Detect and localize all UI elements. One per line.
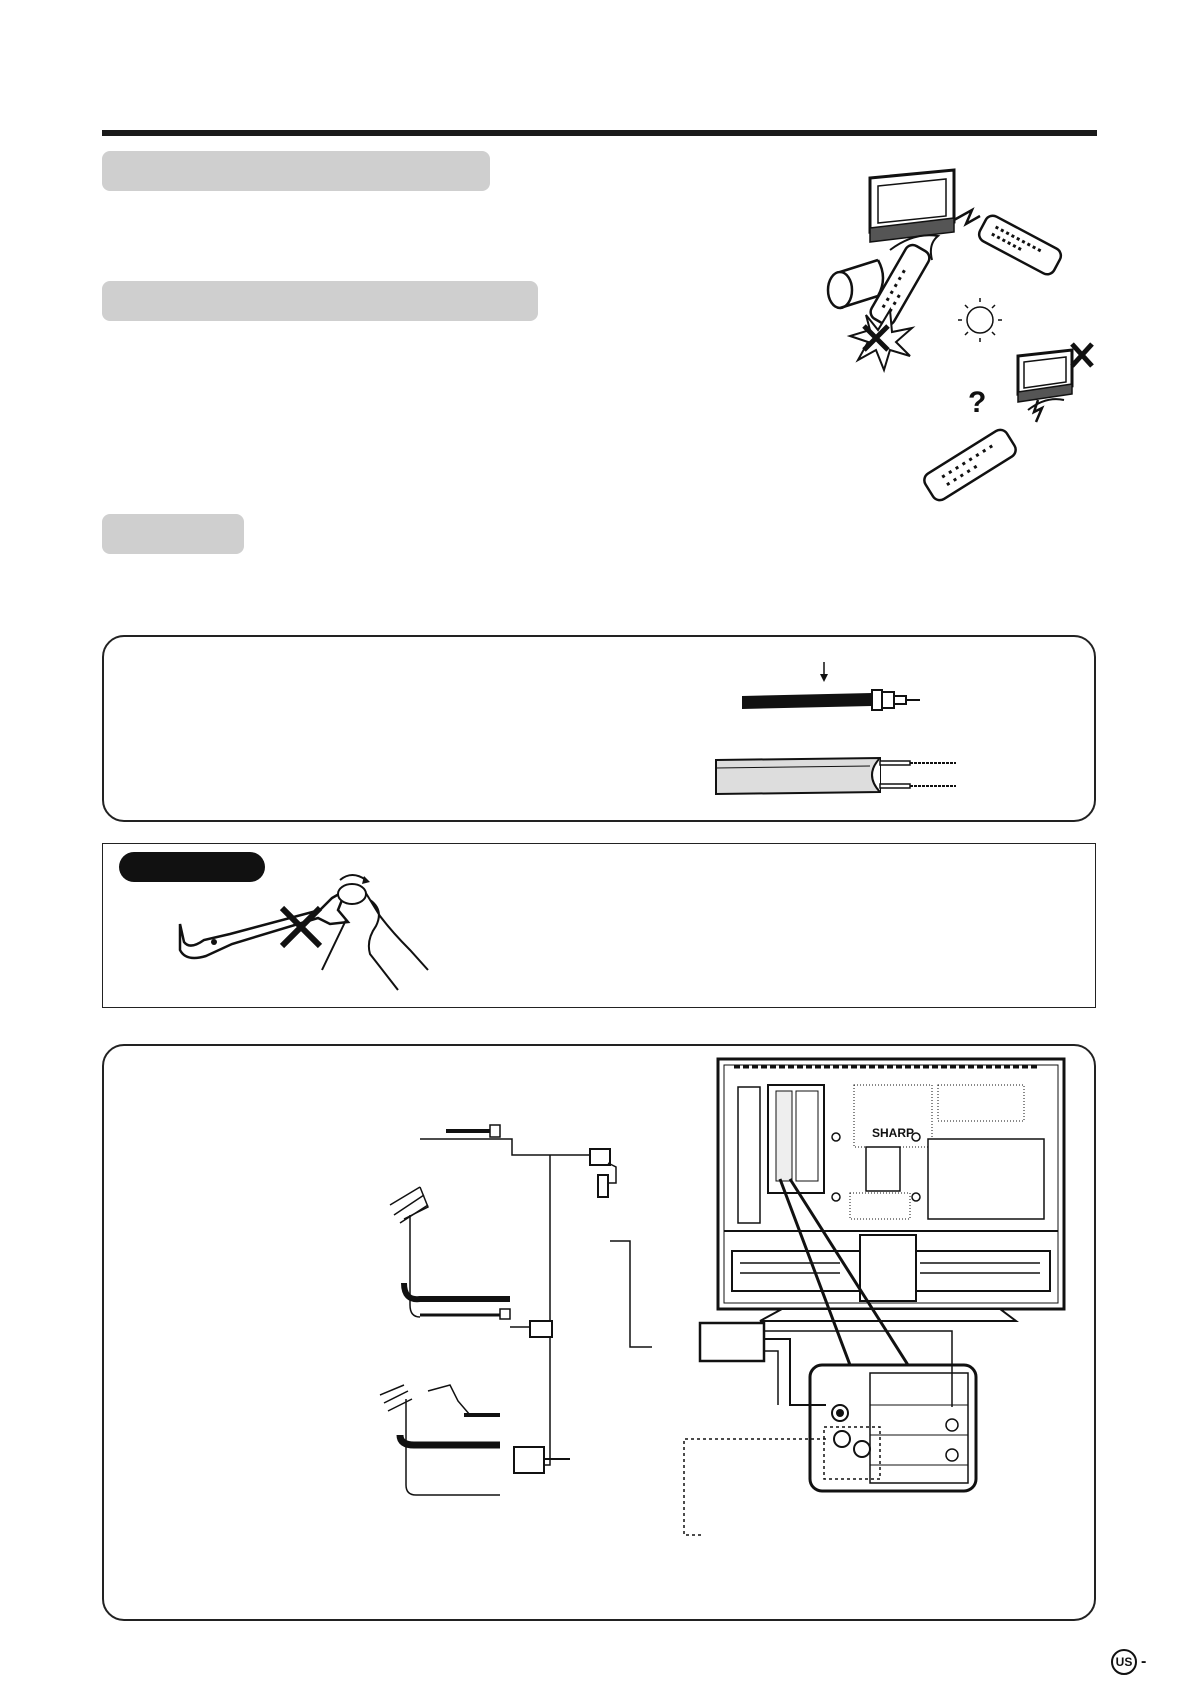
wall-jack-icon [590, 1149, 610, 1165]
sharp-logo: SHARP [872, 1126, 915, 1140]
hand-icon [322, 875, 428, 990]
coaxial-cable-icon [742, 662, 920, 710]
remote-icon [976, 213, 1063, 277]
tv-rear-panel [718, 1059, 1064, 1321]
cable-types-illustration [740, 660, 960, 800]
plug-icon [598, 1175, 608, 1197]
section-heading-2 [102, 281, 538, 321]
page-suffix: - [1141, 1653, 1147, 1670]
section-heading-3 [102, 514, 244, 554]
remote-icon [921, 427, 1018, 503]
question-icon: ? [968, 386, 987, 419]
matching-transformer-icon [530, 1321, 552, 1337]
header-rule [102, 130, 1097, 136]
wrench-icon [180, 890, 348, 958]
antenna-terminal-closeup [810, 1365, 976, 1491]
antenna-icon [380, 1385, 500, 1495]
antenna-icon [390, 1187, 510, 1319]
cable-converter-box [700, 1323, 764, 1361]
page-marker [1111, 1648, 1146, 1676]
remote-control-illustration [820, 160, 1100, 520]
antenna-connection-diagram [380, 1055, 1080, 1555]
sun-icon [958, 298, 1002, 342]
region-badge: US [1111, 1649, 1137, 1675]
section-heading-1 [102, 151, 490, 191]
remote-icon [868, 242, 933, 328]
tv-icon [1018, 350, 1072, 410]
twin-lead-cable-icon [716, 758, 956, 794]
combiner-icon [514, 1447, 544, 1473]
tighten-by-hand-illustration [170, 870, 450, 990]
